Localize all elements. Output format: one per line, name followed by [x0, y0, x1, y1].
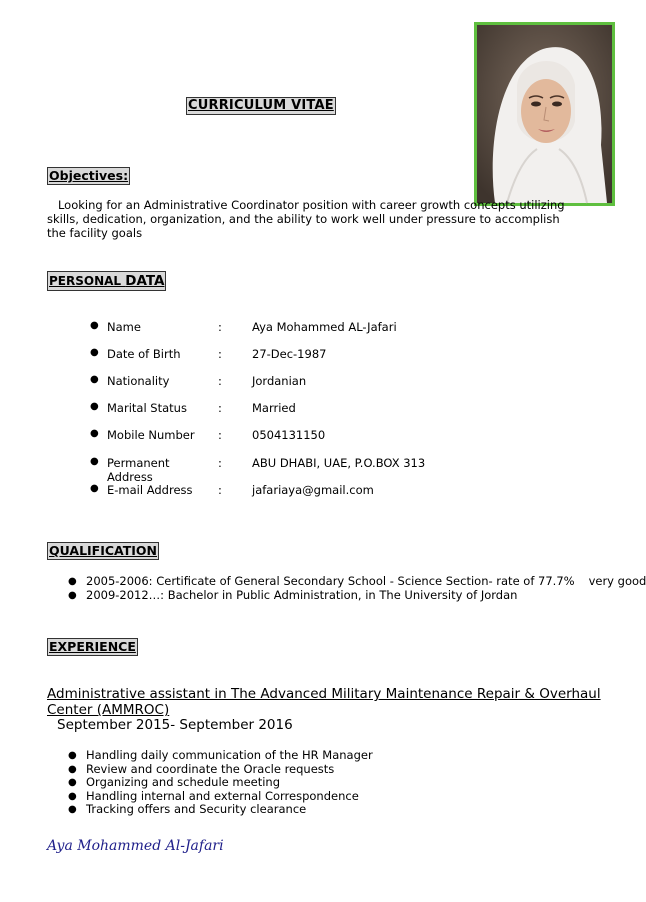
bullet-icon: ● [90, 483, 99, 494]
personal-row-mobile [90, 428, 590, 458]
personal-label: Date of Birth [107, 347, 181, 361]
separator: : [218, 401, 222, 415]
qualification-text: 2005-2006: Certificate of General Secondary School - Science Section- rate of 77.7% [86, 574, 575, 588]
personal-label: Permanent Address [107, 456, 170, 484]
bullet-icon: ● [90, 456, 99, 467]
objective-text [47, 198, 567, 240]
bullet-icon: ● [90, 401, 99, 412]
personal-label: Name [107, 320, 141, 334]
qualification-list [68, 575, 646, 602]
bullet-icon: ● [90, 428, 99, 439]
bullet-icon: ● [68, 804, 77, 815]
objectives-heading: Objectives: [49, 168, 129, 183]
list-item [68, 575, 646, 589]
duty-text: Review and coordinate the Oracle requests [86, 761, 335, 776]
duty-text: Tracking offers and Security clearance [86, 802, 307, 816]
personal-label: Nationality [107, 374, 170, 388]
job-dates: September 2015- September 2016 [57, 717, 293, 733]
duties-list [68, 749, 373, 817]
personal-value: Jordanian [252, 374, 307, 388]
separator: : [218, 374, 222, 388]
footer-signature: Aya Mohammed Al-Jafari [47, 838, 224, 854]
list-item [68, 776, 373, 790]
bullet-icon: ● [68, 777, 77, 788]
list-item [68, 803, 373, 817]
list-item [68, 790, 373, 804]
bullet-icon: ● [68, 763, 77, 775]
personal-row-nationality [90, 374, 590, 404]
experience-heading: EXPERIENCE [49, 639, 136, 654]
bullet-icon: ● [68, 790, 77, 802]
qualification-heading: QUALIFICATION [49, 543, 158, 558]
personal-label: Marital Status [107, 401, 187, 415]
separator: : [218, 456, 222, 470]
list-item [68, 763, 373, 777]
personal-row-email [90, 483, 590, 513]
personal-heading-data-word: DATA [125, 273, 165, 289]
personal-value: 0504131150 [252, 428, 326, 442]
duty-text: Handling internal and external Correspondence [86, 788, 359, 803]
personal-label: Mobile Number [107, 428, 195, 442]
separator: : [218, 428, 222, 442]
personal-value: ABU DHABI, UAE, P.O.BOX 313 [252, 456, 426, 470]
personal-row-name [90, 320, 590, 350]
separator: : [218, 483, 222, 497]
personal-value: Married [252, 401, 296, 415]
personal-row-address [90, 456, 590, 486]
personal-data-heading [47, 271, 166, 291]
bullet-icon: ● [90, 320, 99, 331]
qualification-text: 2009-2012…: Bachelor in Public Administration, in The University of Jordan [86, 587, 518, 602]
profile-photo [474, 22, 615, 206]
personal-row-dob [90, 347, 590, 377]
profile-photo-illustration [477, 25, 612, 203]
cv-title: CURRICULUM VITAE [188, 98, 334, 113]
personal-value: Aya Mohammed AL-Jafari [252, 320, 397, 334]
personal-value: 27-Dec-1987 [252, 347, 327, 361]
list-item [68, 589, 646, 603]
job-title: Administrative assistant in The Advanced Military Maintenance Repair & Overhaul Center (AMMROC) [47, 686, 601, 718]
bullet-icon: ● [68, 576, 77, 587]
separator: : [218, 320, 222, 334]
bullet-icon: ● [68, 589, 77, 601]
email-link[interactable]: jafariaya@gmail.com [252, 483, 374, 497]
separator: : [218, 347, 222, 361]
personal-label: E-mail Address [107, 483, 193, 497]
personal-row-marital [90, 401, 590, 431]
bullet-icon: ● [90, 347, 99, 358]
qualification-grade: very good [588, 574, 646, 588]
bullet-icon: ● [68, 750, 77, 761]
objective-body: Looking for an Administrative Coordinator position with career growth concepts utilizing skills, dedication, organization, and the ability to work well under pressure to accomplish the facility goals [47, 198, 565, 240]
list-item [68, 749, 373, 763]
bullet-icon: ● [90, 374, 99, 385]
duty-text: Organizing and schedule meeting [86, 775, 281, 789]
personal-heading-word: PERSONAL [49, 274, 126, 288]
duty-text: Handling daily communication of the HR Manager [86, 748, 373, 762]
